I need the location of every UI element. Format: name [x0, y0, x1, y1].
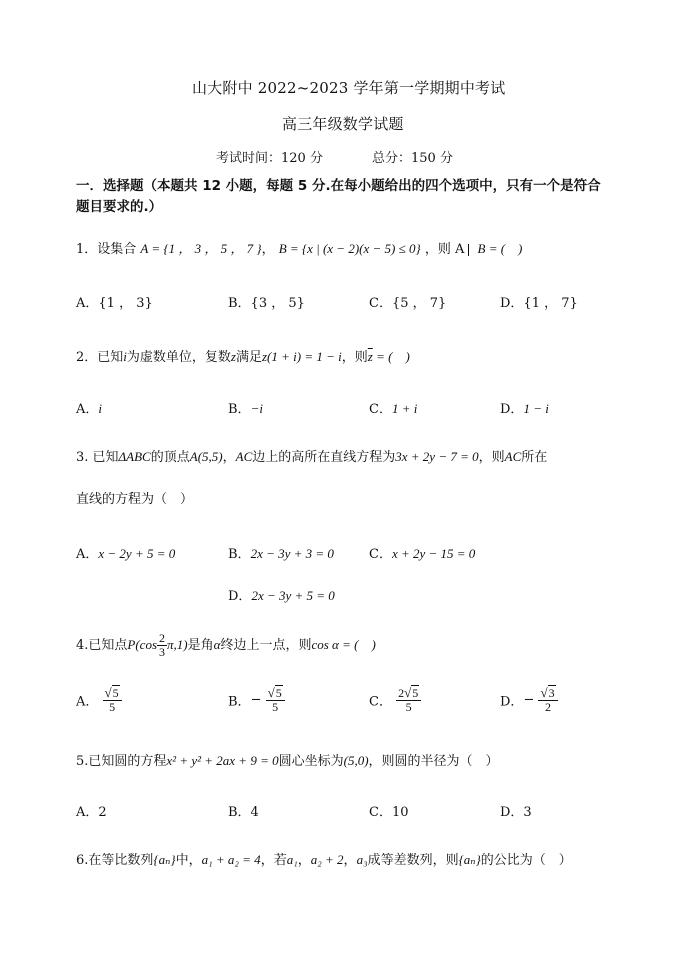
q5-option-c: C．10: [369, 805, 409, 820]
q4-option-c: C． $\frac{2√5}{5}$: [369, 686, 421, 714]
q2-z: z: [230, 349, 236, 364]
q1-set-a: A = {1 ， 3 ， 5 ， 7 }: [140, 241, 262, 256]
q1-option-c: C．{5 ， 7}: [369, 296, 447, 311]
question-3-line2: 直线的方程为（ ）: [76, 492, 194, 507]
q3-option-c: C．x + 2y − 15 = 0: [369, 546, 476, 562]
q4-option-a: A． $\frac{√5}{5}$: [76, 686, 122, 714]
question-3-line1: 3. 已知ΔABC的顶点A(5,5)，AC边上的高所在直线方程为3x + 2y − 7 = 0，则AC所在: [76, 449, 548, 465]
exam-title: 山大附中 2022~2023 学年第一学期期中考试: [192, 79, 506, 97]
q1-tail: ，则 A: [424, 242, 465, 257]
q2-i: i: [123, 349, 127, 364]
q3-option-a: A．x − 2y + 5 = 0: [76, 546, 176, 562]
total-score: 总分：150 分: [372, 151, 453, 166]
q4-fraction: $\frac{2}{3}$: [159, 631, 166, 659]
q2-zbar: $\overline{z}$: [367, 349, 373, 364]
q5-option-b: B．4: [228, 805, 259, 820]
q4-option-d: D．− $\frac{√3}{2}$: [500, 686, 558, 714]
q2-option-c: C．1 + i: [369, 401, 418, 417]
exam-time: 考试时间：120 分: [216, 151, 323, 166]
q3-triangle: ΔABC: [118, 449, 151, 464]
q3-option-d: D．2x − 3y + 5 = 0: [228, 588, 335, 604]
q3-point: A(5,5): [189, 449, 223, 464]
q2-text-a: 2．已知: [76, 350, 124, 365]
q1-option-d: D．{1 ， 7}: [500, 296, 578, 311]
q1-tail2: B = ( ): [477, 241, 523, 256]
q2-text-e: = ( ): [372, 349, 410, 364]
q5-option-a: A．2: [76, 805, 107, 820]
q2-text-b: 为虚数单位，复数: [126, 350, 231, 365]
q2-option-a: A．i: [76, 401, 103, 417]
q2-option-b: B．−i: [228, 401, 263, 417]
q2-option-d: D．1 − i: [500, 401, 549, 417]
question-2: [76, 346, 410, 365]
exam-subtitle: 高三年级数学试题: [282, 115, 404, 133]
q1-option-a: A．{1 ， 3}: [76, 296, 153, 311]
q3-equation: 3x + 2y − 7 = 0: [395, 449, 479, 464]
question-4: 4.已知点P(cos $\frac{2}{3}$ π,1)是角α终边上一点，则cos α = ( ): [76, 631, 376, 659]
q2-equation: z(1 + i) = 1 − i: [262, 349, 342, 364]
q1-prefix: 1．设集合: [76, 242, 137, 257]
q2-text-c: 满足: [235, 350, 262, 365]
q5-option-d: D．3: [500, 805, 532, 820]
q5-equation: x² + y² + 2ax + 9 = 0: [166, 753, 279, 768]
q3-option-b: B．2x − 3y + 3 = 0: [228, 546, 334, 562]
question-6: 6.在等比数列{aₙ}中，a₁ + a₂ = 4，若a₁，a₂ + 2，a₃成等差数列，则{aₙ}的公比为（ ）: [76, 852, 572, 868]
section-heading-line2: 题目要求的.）: [76, 199, 163, 215]
question-5: 5.已知圆的方程x² + y² + 2ax + 9 = 0圆心坐标为(5,0)，则圆的半径为（ ）: [76, 753, 499, 769]
question-1: 1．设集合 A = {1 ， 3 ， 5 ， 7 }， B = {x | (x − 2)(x − 5) ≤ 0} ，则 A B = ( ): [76, 241, 523, 257]
section-heading-line1: 一．选择题（本题共 12 小题，每题 5 分.在每小题给出的四个选项中，只有一个是符合: [76, 178, 601, 194]
q4-option-b: B．− $\frac{√5}{5}$: [228, 686, 285, 714]
q2-text-d: ，则: [341, 350, 368, 365]
q1-option-b: B．{3 ， 5}: [228, 296, 305, 311]
q1-set-b: B = {x | (x − 2)(x − 5) ≤ 0}: [278, 241, 421, 256]
